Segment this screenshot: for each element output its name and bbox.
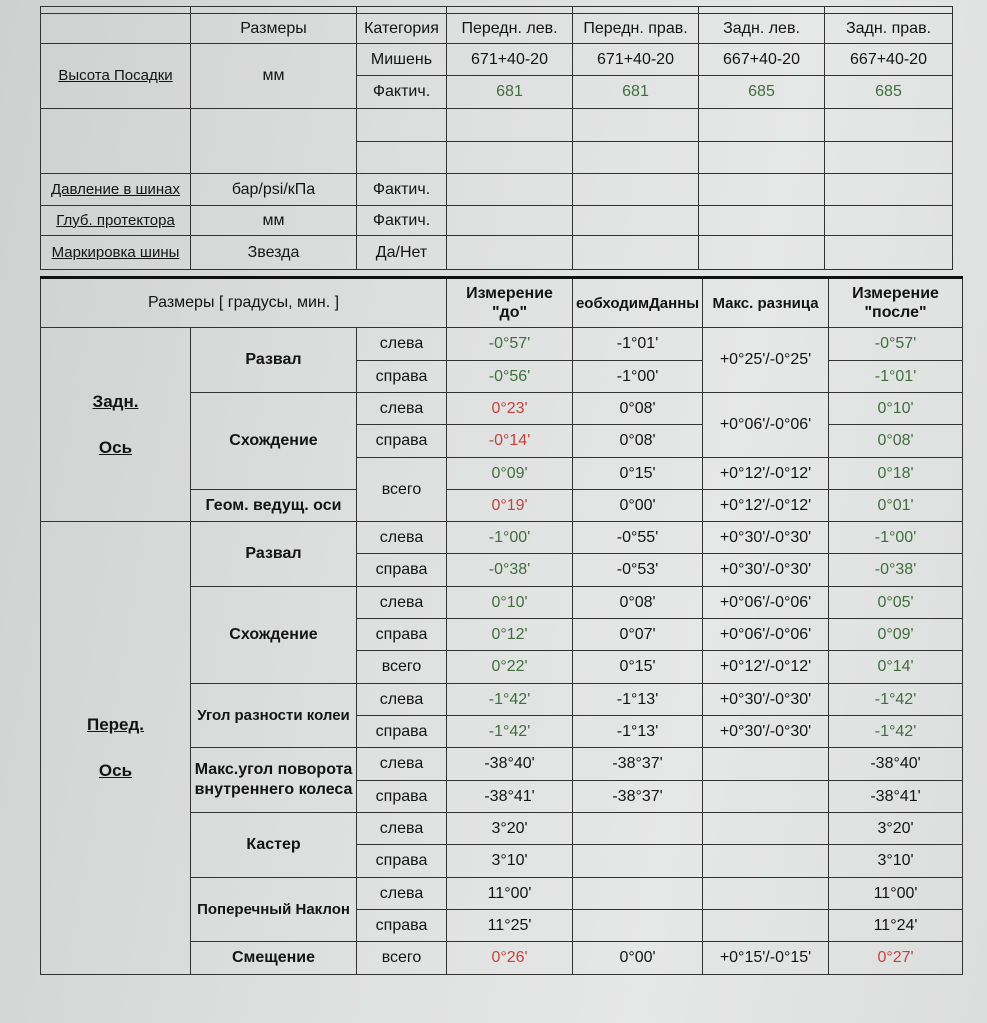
side-left: слева bbox=[357, 878, 447, 910]
side-left: слева bbox=[357, 813, 447, 845]
max-steer-left-before: -38°40' bbox=[447, 748, 573, 781]
rear-toe-label: Схождение bbox=[191, 393, 357, 490]
max-steer-right-required: -38°37' bbox=[573, 781, 703, 813]
rear-toe-left-after: 0°10' bbox=[829, 393, 963, 425]
rear-toe-left-before: 0°23' bbox=[447, 393, 573, 425]
ride-height-unit: мм bbox=[191, 44, 357, 109]
tread-depth-category: Фактич. bbox=[357, 206, 447, 236]
front-toe-total-max-diff: +0°12'/-0°12' bbox=[703, 651, 829, 684]
actual-value: 685 bbox=[699, 76, 825, 109]
setback-after: 0°27' bbox=[829, 942, 963, 975]
front-toe-left-after: 0°05' bbox=[829, 587, 963, 619]
target-value: 667+40-20 bbox=[825, 44, 953, 76]
rear-toe-right-after: 0°08' bbox=[829, 425, 963, 458]
actual-value: 685 bbox=[825, 76, 953, 109]
thrust-angle-label: Геом. ведущ. оси bbox=[191, 490, 357, 522]
side-left: слева bbox=[357, 684, 447, 716]
thrust-after: 0°01' bbox=[829, 490, 963, 522]
ride-height-label: Высота Посадки bbox=[41, 44, 191, 109]
caster-right-after: 3°10' bbox=[829, 845, 963, 878]
track-diff-right-before: -1°42' bbox=[447, 716, 573, 748]
actual-value: 681 bbox=[447, 76, 573, 109]
rear-toe-left-required: 0°08' bbox=[573, 393, 703, 425]
sai-left-after: 11°00' bbox=[829, 878, 963, 910]
caster-label: Кастер bbox=[191, 813, 357, 878]
side-left: слева bbox=[357, 748, 447, 781]
front-toe-right-after: 0°09' bbox=[829, 619, 963, 651]
front-toe-right-max-diff: +0°06'/-0°06' bbox=[703, 619, 829, 651]
front-camber-left-max-diff: +0°30'/-0°30' bbox=[703, 522, 829, 554]
track-diff-left-before: -1°42' bbox=[447, 684, 573, 716]
max-steer-right-before: -38°41' bbox=[447, 781, 573, 813]
setback-label: Смещение bbox=[191, 942, 357, 975]
caster-left-before: 3°20' bbox=[447, 813, 573, 845]
max-steer-right-after: -38°41' bbox=[829, 781, 963, 813]
rear-camber-left-before: -0°57' bbox=[447, 328, 573, 361]
front-toe-label: Схождение bbox=[191, 587, 357, 684]
front-toe-total-required: 0°15' bbox=[573, 651, 703, 684]
header-rear-left: Задн. лев. bbox=[699, 14, 825, 44]
header-dimensions: Размеры bbox=[191, 14, 357, 44]
side-left: слева bbox=[357, 393, 447, 425]
side-right: справа bbox=[357, 781, 447, 813]
track-diff-left-after: -1°42' bbox=[829, 684, 963, 716]
side-right: справа bbox=[357, 910, 447, 942]
front-toe-right-before: 0°12' bbox=[447, 619, 573, 651]
side-total: всего bbox=[357, 942, 447, 975]
tread-depth-unit: мм bbox=[191, 206, 357, 236]
front-camber-right-max-diff: +0°30'/-0°30' bbox=[703, 554, 829, 587]
caster-left-after: 3°20' bbox=[829, 813, 963, 845]
header-dimensions-degrees: Размеры [ градусы, мин. ] bbox=[41, 278, 447, 328]
setback-required: 0°00' bbox=[573, 942, 703, 975]
front-axle-label: Перед. Ось bbox=[41, 522, 191, 975]
front-camber-right-before: -0°38' bbox=[447, 554, 573, 587]
side-left: слева bbox=[357, 328, 447, 361]
front-toe-left-required: 0°08' bbox=[573, 587, 703, 619]
front-toe-left-max-diff: +0°06'/-0°06' bbox=[703, 587, 829, 619]
setback-max-diff: +0°15'/-0°15' bbox=[703, 942, 829, 975]
side-right: справа bbox=[357, 361, 447, 393]
rear-camber-label: Развал bbox=[191, 328, 357, 393]
front-camber-left-required: -0°55' bbox=[573, 522, 703, 554]
sai-left-before: 11°00' bbox=[447, 878, 573, 910]
front-camber-right-required: -0°53' bbox=[573, 554, 703, 587]
rear-axle-label: Задн. Ось bbox=[41, 328, 191, 522]
front-camber-right-after: -0°38' bbox=[829, 554, 963, 587]
target-value: 671+40-20 bbox=[573, 44, 699, 76]
setback-before: 0°26' bbox=[447, 942, 573, 975]
target-value: 671+40-20 bbox=[447, 44, 573, 76]
alignment-table bbox=[40, 276, 963, 975]
actual-label: Фактич. bbox=[357, 76, 447, 109]
target-label: Мишень bbox=[357, 44, 447, 76]
front-toe-total-after: 0°14' bbox=[829, 651, 963, 684]
track-diff-label: Угол разности колеи bbox=[191, 684, 357, 748]
track-diff-right-max-diff: +0°30'/-0°30' bbox=[703, 716, 829, 748]
front-toe-left-before: 0°10' bbox=[447, 587, 573, 619]
tire-marking-unit: Звезда bbox=[191, 236, 357, 270]
front-camber-left-before: -1°00' bbox=[447, 522, 573, 554]
rear-camber-right-before: -0°56' bbox=[447, 361, 573, 393]
side-total: всего bbox=[357, 458, 447, 522]
header-rear-right: Задн. прав. bbox=[825, 14, 953, 44]
front-toe-right-required: 0°07' bbox=[573, 619, 703, 651]
front-camber-left-after: -1°00' bbox=[829, 522, 963, 554]
thrust-before: 0°19' bbox=[447, 490, 573, 522]
header-required: еобходимДанны bbox=[573, 278, 703, 328]
header-front-right: Передн. прав. bbox=[573, 14, 699, 44]
thrust-required: 0°00' bbox=[573, 490, 703, 522]
side-total: всего bbox=[357, 651, 447, 684]
side-right: справа bbox=[357, 716, 447, 748]
rear-toe-total-required: 0°15' bbox=[573, 458, 703, 490]
sai-label: Поперечный Наклон bbox=[191, 878, 357, 942]
tread-depth-label: Глуб. протектора bbox=[41, 206, 191, 236]
header-before: Измерение "до" bbox=[447, 278, 573, 328]
track-diff-left-max-diff: +0°30'/-0°30' bbox=[703, 684, 829, 716]
front-camber-label: Развал bbox=[191, 522, 357, 587]
side-right: справа bbox=[357, 619, 447, 651]
track-diff-right-after: -1°42' bbox=[829, 716, 963, 748]
side-right: справа bbox=[357, 554, 447, 587]
sai-right-after: 11°24' bbox=[829, 910, 963, 942]
side-left: слева bbox=[357, 587, 447, 619]
max-steer-label: Макс.угол поворота внутреннего колеса bbox=[191, 748, 357, 813]
caster-right-before: 3°10' bbox=[447, 845, 573, 878]
actual-value: 681 bbox=[573, 76, 699, 109]
rear-camber-right-required: -1°00' bbox=[573, 361, 703, 393]
side-left: слева bbox=[357, 522, 447, 554]
header-front-left: Передн. лев. bbox=[447, 14, 573, 44]
vehicle-info-table bbox=[40, 6, 953, 270]
header-after: Измерение "после" bbox=[829, 278, 963, 328]
max-steer-left-required: -38°37' bbox=[573, 748, 703, 781]
tire-marking-category: Да/Нет bbox=[357, 236, 447, 270]
track-diff-left-required: -1°13' bbox=[573, 684, 703, 716]
tire-marking-label: Маркировка шины bbox=[41, 236, 191, 270]
side-right: справа bbox=[357, 425, 447, 458]
rear-toe-max-diff: +0°06'/-0°06' bbox=[703, 393, 829, 458]
tire-pressure-category: Фактич. bbox=[357, 174, 447, 206]
tire-pressure-label: Давление в шинах bbox=[41, 174, 191, 206]
thrust-max-diff: +0°12'/-0°12' bbox=[703, 490, 829, 522]
header-category: Категория bbox=[357, 14, 447, 44]
rear-camber-max-diff: +0°25'/-0°25' bbox=[703, 328, 829, 393]
rear-camber-right-after: -1°01' bbox=[829, 361, 963, 393]
side-right: справа bbox=[357, 845, 447, 878]
tire-pressure-unit: бар/psi/кПа bbox=[191, 174, 357, 206]
rear-toe-total-before: 0°09' bbox=[447, 458, 573, 490]
rear-toe-total-after: 0°18' bbox=[829, 458, 963, 490]
rear-camber-left-after: -0°57' bbox=[829, 328, 963, 361]
sai-right-before: 11°25' bbox=[447, 910, 573, 942]
track-diff-right-required: -1°13' bbox=[573, 716, 703, 748]
header-max-diff: Макс. разница bbox=[703, 278, 829, 328]
max-steer-left-after: -38°40' bbox=[829, 748, 963, 781]
target-value: 667+40-20 bbox=[699, 44, 825, 76]
front-toe-total-before: 0°22' bbox=[447, 651, 573, 684]
rear-camber-left-required: -1°01' bbox=[573, 328, 703, 361]
rear-toe-total-max-diff: +0°12'/-0°12' bbox=[703, 458, 829, 490]
rear-toe-right-before: -0°14' bbox=[447, 425, 573, 458]
rear-toe-right-required: 0°08' bbox=[573, 425, 703, 458]
